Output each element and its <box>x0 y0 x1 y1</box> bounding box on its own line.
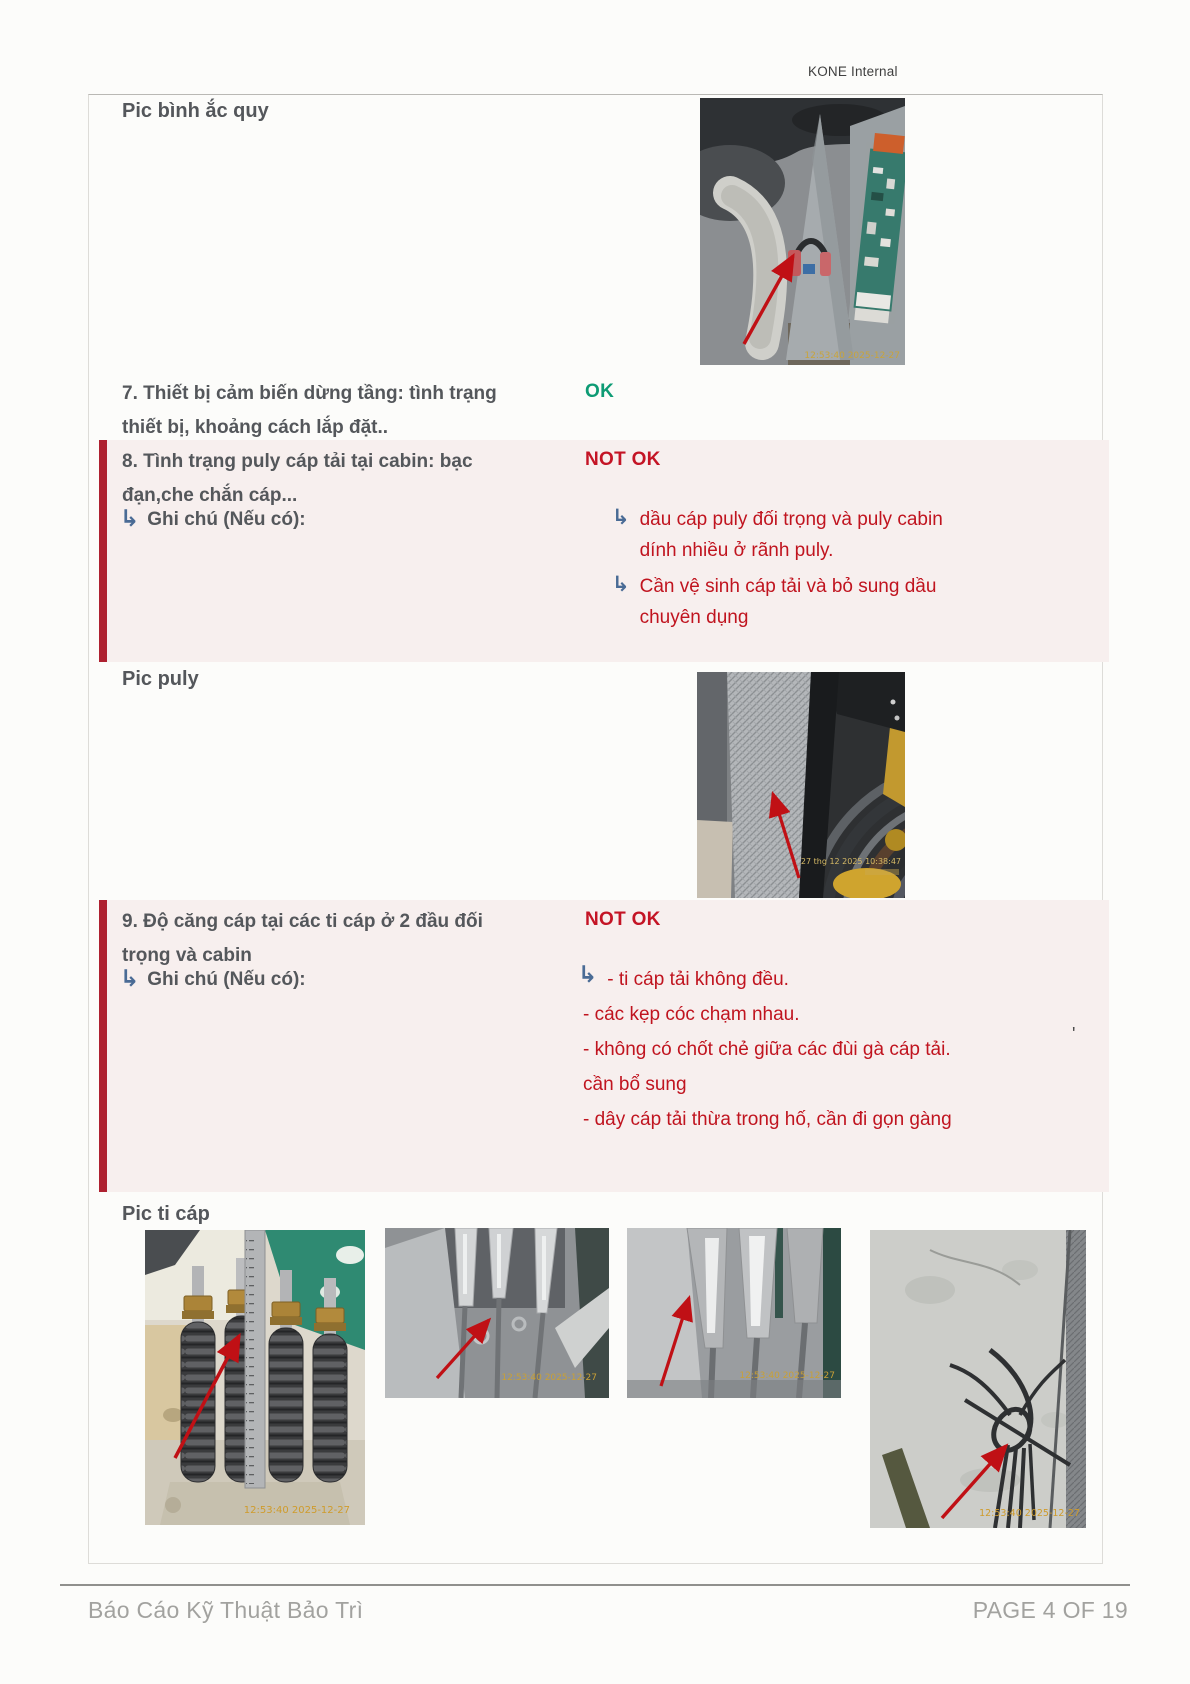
battery-photo-caption: Pic bình ắc quy <box>122 100 269 122</box>
battery-connector <box>820 252 831 276</box>
ticap-photo-springs <box>145 1230 365 1525</box>
photo-timestamp: 12:53:40 2025-12-27 <box>739 1371 835 1381</box>
return-arrow-icon: ↳ <box>612 505 630 529</box>
item9-title: 9. Độ căng cáp tại các ti cáp ở 2 đầu đối trọng và cabin <box>122 911 483 966</box>
note-text: - các kẹp cóc chạm nhau. - không có chốt chẻ giữa các đùi gà cáp tải. cần bổ sung - dây cáp tải thừa trong hố, cần đi gọn gàng <box>583 1004 952 1130</box>
puly-photo-caption: Pic puly <box>122 668 199 690</box>
ticap-photo-sockets <box>627 1228 841 1398</box>
item8-notes <box>612 504 943 633</box>
item7-status: OK <box>585 381 615 402</box>
photo-timestamp: 12:53:40 2025-12-27 <box>243 1505 350 1516</box>
note-item <box>578 962 1058 997</box>
note-text: Cần vệ sinh cáp tải và bỏ sung dầu chuyên dụng <box>639 576 937 628</box>
wire-rope <box>727 672 811 898</box>
item8-status: NOT OK <box>585 449 661 470</box>
photo-timestamp: 12:53:40 2025-12-27 <box>501 1373 597 1383</box>
note-text: - ti cáp tải không đều. <box>607 969 789 990</box>
return-arrow-icon: ↳ <box>120 506 140 532</box>
note-item <box>612 571 943 633</box>
ticap-photo-caption: Pic ti cáp <box>122 1203 210 1225</box>
item9-notes <box>578 962 1058 1137</box>
item8-note-label-row <box>120 506 306 534</box>
item8-title: 8. Tình trạng puly cáp tải tại cabin: bạc đạn,che chắn cáp... <box>122 451 473 506</box>
photo-timestamp: 12:53:40 2025-12-27 <box>804 351 900 361</box>
photo-timestamp: 12:53:40 2025-12-27 <box>979 1508 1080 1519</box>
item7-title: 7. Thiết bị cảm biến dừng tầng: tình trạng thiết bị, khoảng cách lắp đặt.. <box>122 383 497 438</box>
note-text: dầu cáp puly đối trọng và puly cabin dính nhiều ở rãnh puly. <box>639 509 943 561</box>
footer-page-number: PAGE 4 OF 19 <box>972 1597 1128 1623</box>
ticap-photo-pit-cable <box>870 1230 1086 1528</box>
photo-timestamp: 27 thg 12 2025 10:38:47 <box>800 857 901 866</box>
note-item <box>612 504 943 566</box>
footer-rule <box>60 1584 1130 1586</box>
ruler <box>245 1230 265 1488</box>
item9-status: NOT OK <box>585 909 661 930</box>
puly-photo <box>697 672 905 898</box>
return-arrow-icon: ↳ <box>612 572 630 596</box>
ticap-photo-terminations <box>385 1228 609 1398</box>
footer-report-title: Báo Cáo Kỹ Thuật Bảo Trì <box>88 1597 364 1623</box>
return-arrow-icon: ↳ <box>120 966 140 992</box>
battery-photo <box>700 98 905 365</box>
item9-note-label: Ghi chú (Nếu có): <box>147 969 306 990</box>
item8-note-label: Ghi chú (Nếu có): <box>147 509 306 530</box>
return-arrow-icon: ↳ <box>578 962 598 988</box>
scan-artifact-mark: ' <box>1072 1024 1076 1044</box>
item9-note-label-row <box>120 966 306 994</box>
kone-internal-watermark: KONE Internal <box>808 64 898 79</box>
